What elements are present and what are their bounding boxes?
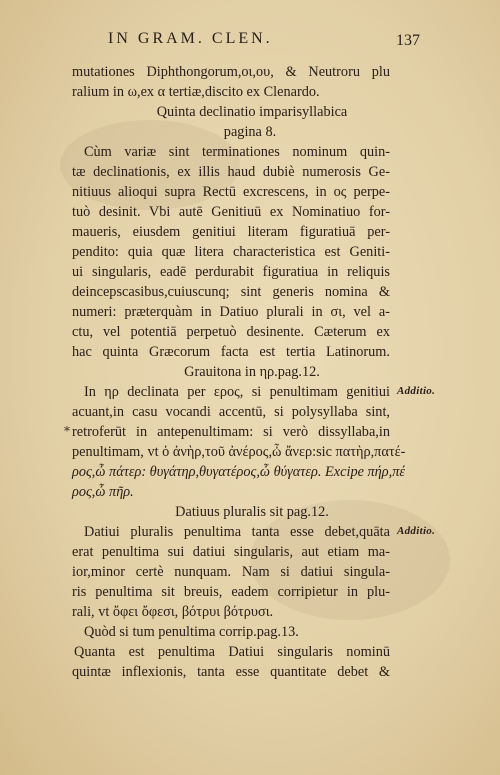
text-line: tæ declinationis, ex illis haud dubiè numerosis Ge- bbox=[72, 164, 390, 180]
asterisk-mark: * bbox=[64, 424, 70, 438]
text-line: acuant,in casu vocandi accentū, si polysyllaba sint, bbox=[72, 404, 390, 420]
section-heading: Datiuus pluralis sit pag.12. bbox=[175, 504, 329, 520]
text-line: Datiui pluralis penultima tanta esse debet,quāta bbox=[84, 524, 390, 540]
text-line: numeri: præterquàm in Datiuo plurali in σι, vel a- bbox=[72, 304, 390, 320]
text-line: quintæ inflexionis, tanta esse quantitate debet & bbox=[72, 664, 390, 680]
section-heading: Grauitona in ηρ.pag.12. bbox=[184, 364, 320, 380]
text-line: Cùm variæ sint terminationes nominum quin- bbox=[84, 144, 390, 160]
text-line: In ηρ declinata per ερος, si penultimam genitiui bbox=[84, 384, 390, 400]
margin-note-additio: Additio. bbox=[397, 385, 436, 397]
margin-note-additio: Additio. bbox=[397, 525, 436, 537]
text-line: erat penultima sui datiui singularis, aut etiam ma- bbox=[72, 544, 390, 560]
text-line: retroferūt in antepenultimam: si verò dissyllaba,in bbox=[72, 424, 390, 440]
text-line: Quanta est penultima Datiui singularis nominū bbox=[74, 644, 390, 660]
text-line: mutationes Diphthongorum,οι,ου, & Neutroru plu bbox=[72, 64, 390, 80]
text-line: pendito: quia quæ litera characteristica est Geniti- bbox=[72, 244, 390, 260]
text-line: ctu, vel potentiā perpetuò desinente. Cæterum ex bbox=[72, 324, 390, 340]
text-line: ρος,ὦ πῆρ. bbox=[72, 484, 134, 500]
text-line: ralium in ω,ex α tertiæ,discito ex Clenardo. bbox=[72, 84, 320, 100]
text-line: rali, vt ὄφει ὄφεσι, βότρυι βότρυσι. bbox=[72, 604, 274, 620]
text-line: nitiuus alioqui supra Rectū excrescens, in ος perpe- bbox=[72, 184, 390, 200]
text-line: ior,minor certè nunquam. Nam si datiui singula- bbox=[72, 564, 390, 580]
section-heading-page: pagina 8. bbox=[223, 124, 277, 140]
text-line: ui singularis, eadē perdurabit figuratiua in reliquis bbox=[72, 264, 390, 280]
text-line: penultimam, vt ὁ ἀνὴρ,τοῦ ἀνέρος,ὦ ἄνερ:sic πατὴρ,πατέ- bbox=[72, 444, 406, 460]
text-line: deincepscasibus,cuiuscunq; sint generis nomina & bbox=[72, 284, 390, 300]
text-line: hac quinta Græcorum facta est tertia Latinorum. bbox=[72, 344, 390, 360]
text-line: maueris, eiusdem genitiui literam figuratiuā per- bbox=[72, 224, 390, 240]
section-heading: Quòd si tum penultima corrip.pag.13. bbox=[84, 624, 299, 640]
text-line: ρος,ὦ πάτερ: θυγάτηρ,θυγατέρος,ὦ θύγατερ. Excipe πήρ,πέ bbox=[72, 464, 406, 480]
text-line: tuò desinit. Vbi autē Genitiuū ex Nominatiuo for- bbox=[72, 204, 390, 220]
text-line: ris penultima sit breuis, eadem corripietur in plu- bbox=[72, 584, 390, 600]
section-heading: Quinta declinatio imparisyllabica bbox=[156, 104, 348, 120]
page-number: 137 bbox=[396, 32, 420, 49]
running-title: IN GRAM. CLEN. bbox=[108, 30, 273, 47]
